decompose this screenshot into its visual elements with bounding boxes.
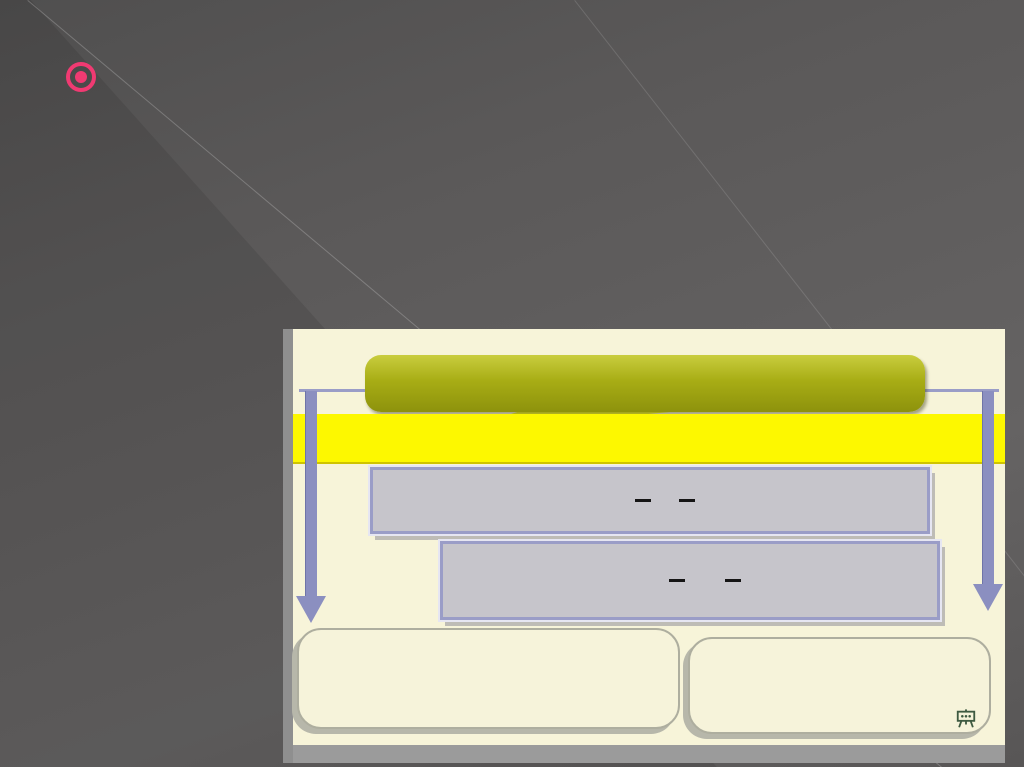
- formula-percent-box: [370, 467, 930, 534]
- diagram-image: [283, 329, 1005, 763]
- fraction-percent-change: [635, 498, 651, 503]
- note-normal-goods: [297, 628, 680, 729]
- diagram-banner: [365, 355, 925, 412]
- formula-midpoint-box: [440, 541, 940, 620]
- deco-bottom-strip: [297, 733, 999, 742]
- bottom-gray-band: [293, 745, 1005, 763]
- myshared-watermark: [955, 708, 981, 730]
- note-inferior-goods: [688, 637, 991, 734]
- definition-strip: [293, 414, 1005, 462]
- fraction-y-sum: [725, 578, 741, 583]
- fraction-q-diff: [669, 578, 685, 583]
- bullet-icon: [66, 62, 96, 92]
- myshared-logo-icon: [955, 708, 977, 730]
- fraction-delta: [679, 498, 695, 503]
